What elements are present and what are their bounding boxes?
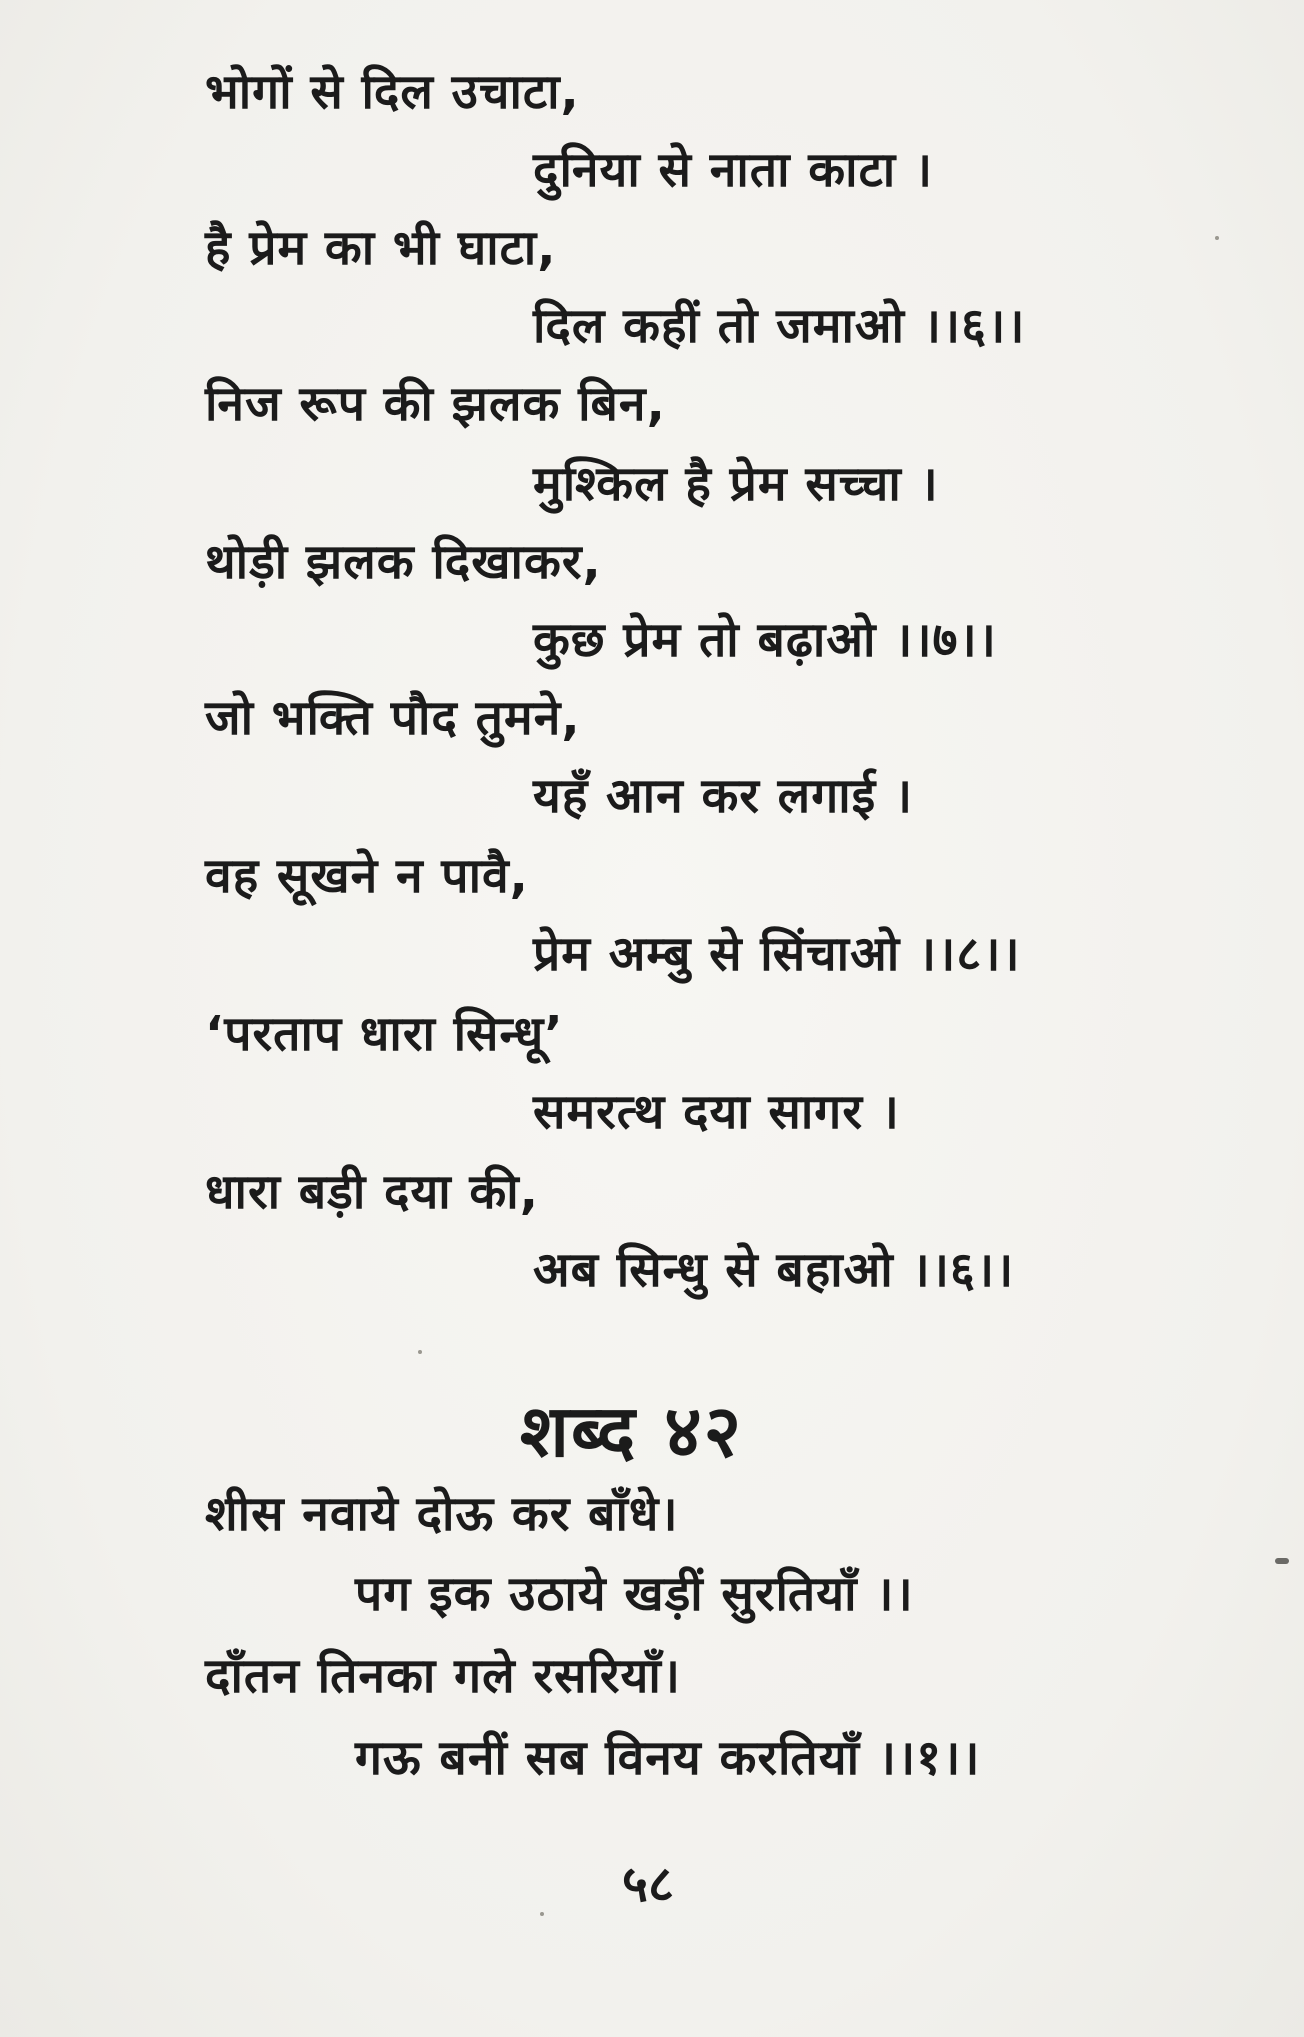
verse-line: दुनिया से नाता काटा । — [533, 142, 934, 198]
verse-line: दिल कहीं तो जमाओ ।।६।। — [533, 298, 1026, 354]
verse-line: धारा बड़ी दया की, — [205, 1164, 539, 1220]
verse-line: अब सिन्धु से बहाओ ।।६।। — [533, 1242, 1015, 1298]
verse-line: है प्रेम का भी घाटा, — [205, 220, 557, 276]
page-number: ५८ — [622, 1855, 674, 1913]
section-heading: शब्द ४२ — [520, 1389, 744, 1473]
verse-line: समरत्थ दया सागर । — [533, 1084, 900, 1140]
print-speck — [1275, 1558, 1289, 1564]
verse-line: भोगों से दिल उचाटा, — [205, 64, 580, 120]
verse-line: प्रेम अम्बु से सिंचाओ ।।८।। — [533, 926, 1021, 982]
print-speck — [418, 1350, 422, 1354]
verse-line: ‘परताप धारा सिन्धू’ — [205, 1006, 564, 1062]
verse-line: शीस नवाये दोऊ कर बाँधे। — [205, 1486, 679, 1542]
print-speck — [1215, 236, 1219, 240]
verse-line: वह सूखने न पावै, — [205, 848, 529, 904]
verse-line: निज रूप की झलक बिन, — [205, 376, 666, 432]
verse-line: कुछ प्रेम तो बढ़ाओ ।।७।। — [533, 612, 997, 668]
verse-line: पग इक उठाये खड़ीं सुरतियाँ ।। — [355, 1566, 914, 1622]
verse-line: दाँतन तिनका गले रसरियाँ। — [205, 1648, 681, 1704]
verse-line: गऊ बनीं सब विनय करतियाँ ।।१।। — [355, 1730, 981, 1786]
verse-line: जो भक्ति पौद तुमने, — [205, 690, 581, 746]
verse-line: थोड़ी झलक दिखाकर, — [205, 534, 602, 590]
verse-line: मुश्किल है प्रेम सच्चा । — [533, 456, 939, 512]
print-speck — [540, 1912, 544, 1916]
verse-line: यहँ आन कर लगाई । — [533, 768, 914, 824]
